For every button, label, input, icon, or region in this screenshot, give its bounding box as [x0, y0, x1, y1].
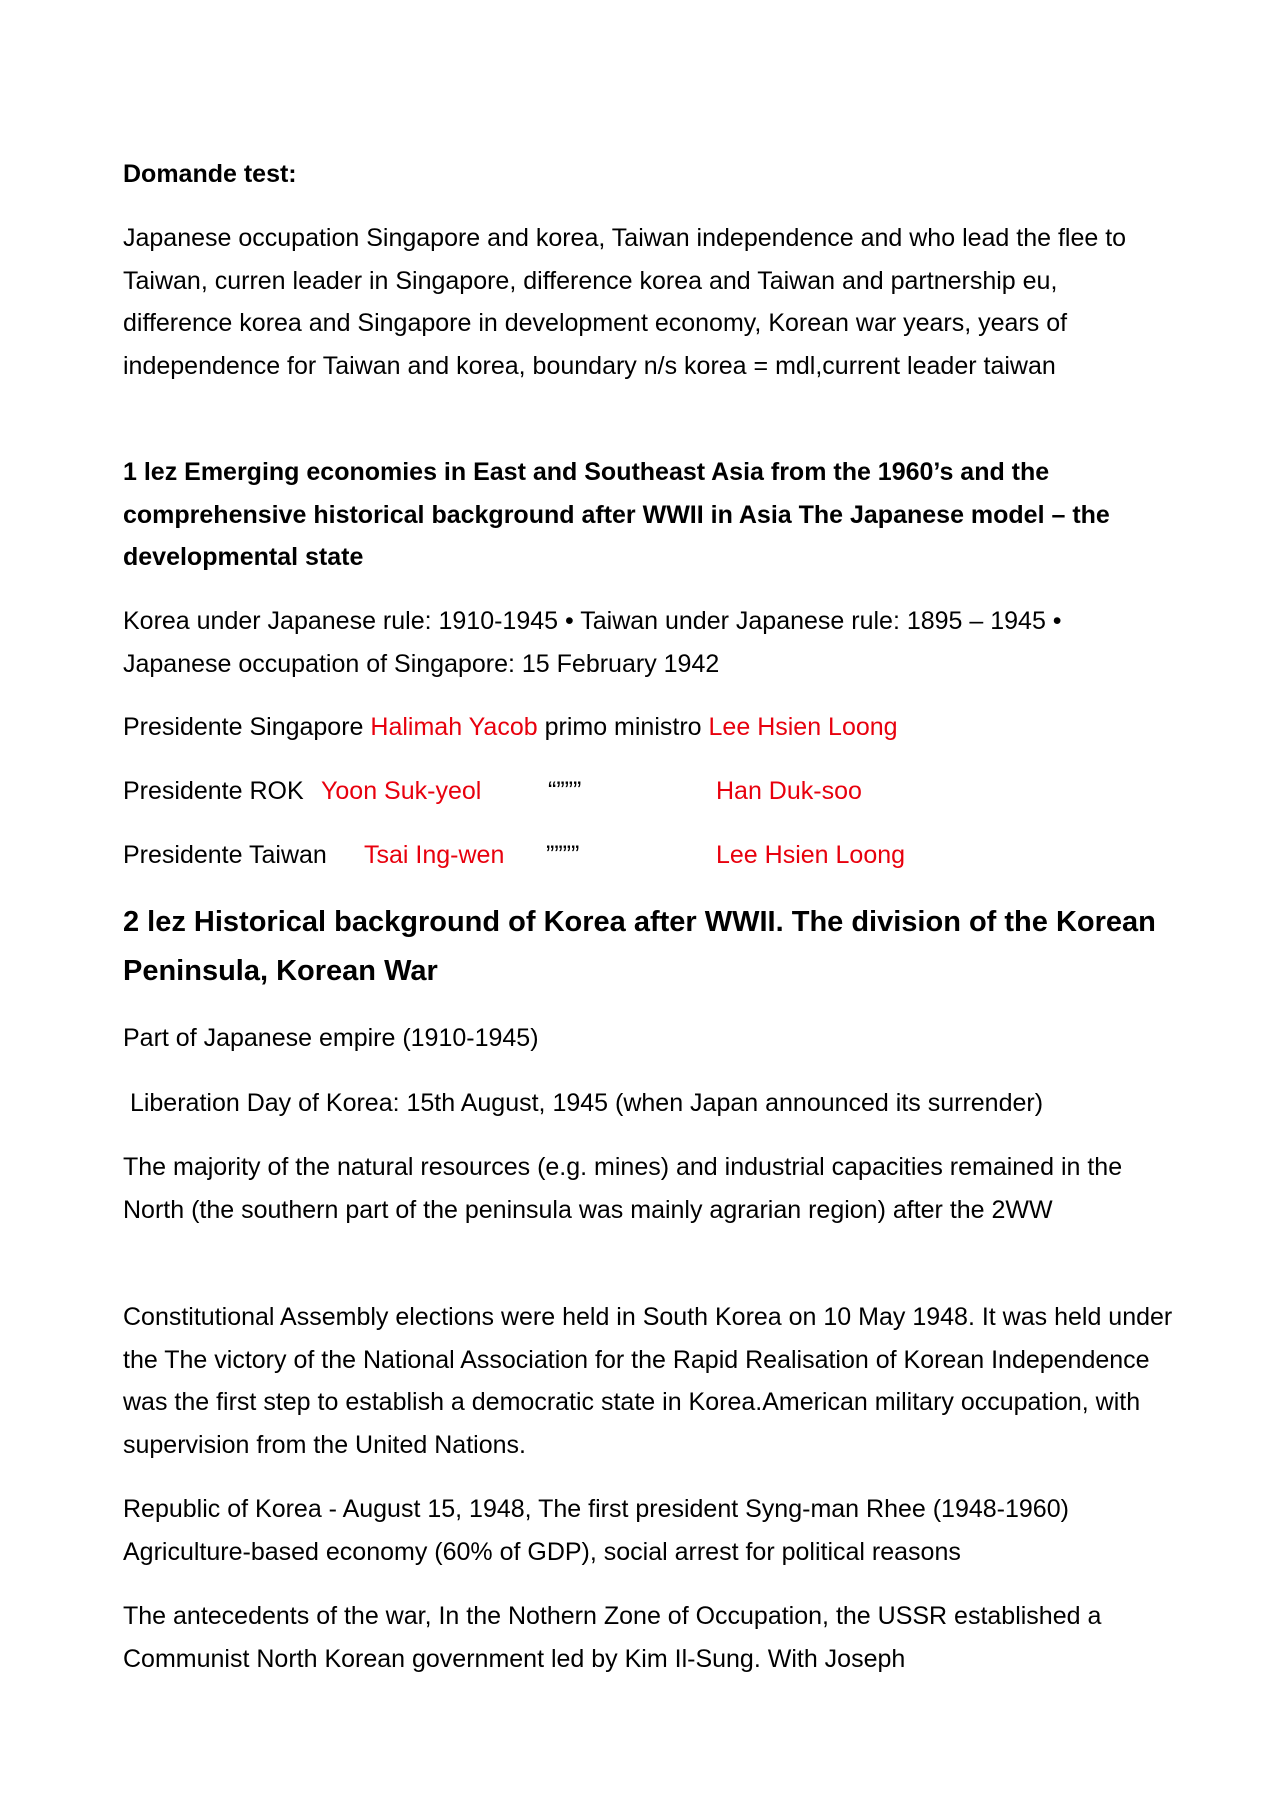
leaders-row-singapore	[123, 706, 898, 749]
leaders-row-taiwan	[123, 834, 1173, 877]
leader-president: Tsai Ing-wen	[364, 841, 505, 869]
lesson-2-heading: 2 lez Historical background of Korea after WWII. The division of the Korean Peninsula, Korean War	[123, 906, 1156, 987]
japanese-rule-paragraph: Korea under Japanese rule: 1910-1945 • Taiwan under Japanese rule: 1895 – 1945 • Japanese occupation of Singapore: 15 February 1942	[123, 607, 1062, 678]
test-questions-heading: Domande test:	[123, 160, 297, 188]
ditto-mark: “”””	[548, 777, 582, 805]
leader-label: Presidente Taiwan	[123, 841, 327, 869]
leaders-row-rok	[123, 770, 1173, 813]
leader-pm: Han Duk-soo	[716, 777, 862, 805]
empire-paragraph: Part of Japanese empire (1910-1945)	[123, 1024, 539, 1052]
resources-paragraph: The majority of the natural resources (e.g. mines) and industrial capacities remained in the North (the southern part of the peninsula was mainly agrarian region) after the 2WW	[123, 1153, 1123, 1224]
leader-pm: Lee Hsien Loong	[716, 841, 906, 869]
leader-label: Presidente Singapore	[123, 713, 364, 741]
elections-paragraph: Constitutional Assembly elections were held in South Korea on 10 May 1948. It was held under the The victory of the National Association for the Rapid Realisation of Korean Independence was the first step to establish a democratic state in Korea.American military occupation, with supervision from the United Nations.	[123, 1303, 1173, 1459]
leader-president: Halimah Yacob	[370, 713, 538, 741]
ditto-mark: ””””	[546, 841, 580, 869]
leader-pm: Lee Hsien Loong	[708, 713, 898, 741]
leader-president: Yoon Suk-yeol	[321, 777, 482, 805]
lesson-1-heading: 1 lez Emerging economies in East and Southeast Asia from the 1960’s and the comprehensive historical background after WWII in Asia The Japanese model – the developmental state	[123, 458, 1110, 571]
leader-label: Presidente ROK	[123, 777, 304, 805]
test-questions-paragraph: Japanese occupation Singapore and korea, Taiwan independence and who lead the flee to Taiwan, curren leader in Singapore, difference korea and Taiwan and partnership eu, difference korea and Singapore in development economy, Korean war years, years of independence for Taiwan and korea, boundary n/s korea = mdl,current leader taiwan	[123, 224, 1127, 380]
republic-of-korea-paragraph: Republic of Korea - August 15, 1948, The first president Syng-man Rhee (1948-1960) Agriculture-based economy (60% of GDP), social arrest for political reasons	[123, 1495, 1069, 1566]
liberation-paragraph: Liberation Day of Korea: 15th August, 1945 (when Japan announced its surrender)	[123, 1089, 1044, 1117]
leader-pm-label: primo ministro	[544, 713, 702, 741]
antecedents-paragraph: The antecedents of the war, In the Nothern Zone of Occupation, the USSR established a Communist North Korean government led by Kim Il-Sung. With Joseph	[123, 1602, 1102, 1673]
